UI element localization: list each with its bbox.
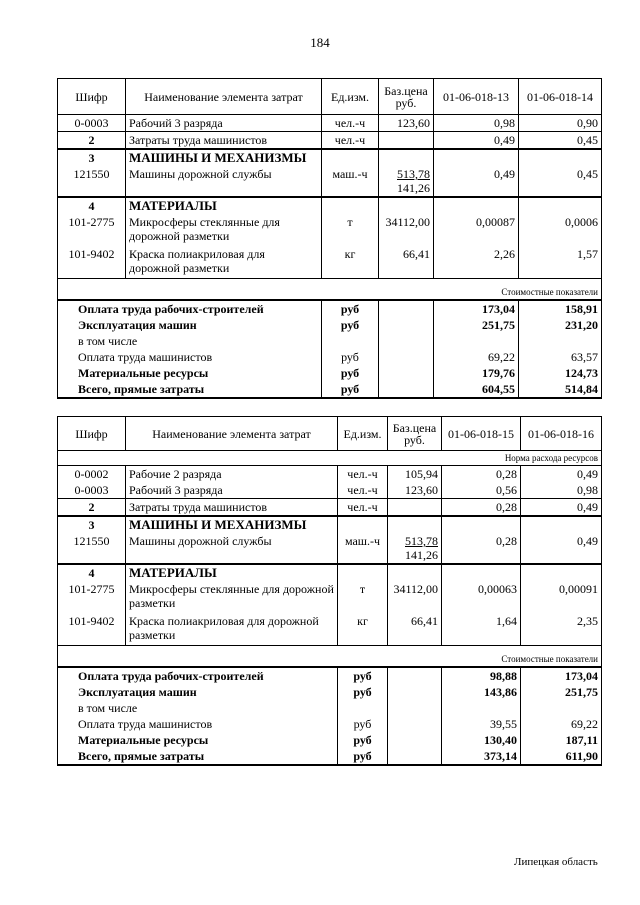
cost-value-1: 69,22 — [434, 349, 519, 365]
row-value-2: 0,0006 — [519, 214, 602, 246]
row-value-1: 0,49 — [434, 132, 519, 150]
row-price: 34112,00 — [388, 581, 442, 613]
row-name: Краска полиакриловая для дорожной разметки — [126, 613, 338, 645]
row-unit: чел.-ч — [322, 115, 379, 132]
cost-label: Материальные ресурсы — [58, 732, 338, 748]
header-name: Наименование элемента затрат — [126, 79, 322, 115]
row-unit: кг — [322, 246, 379, 278]
table-row — [58, 581, 602, 613]
cost-value-1: 39,55 — [442, 716, 521, 732]
cost-value-2: 514,84 — [519, 381, 602, 398]
row-unit: т — [322, 214, 379, 246]
header-col2: 01-06-018-14 — [519, 79, 602, 115]
row-code: 101-9402 — [58, 613, 126, 645]
row-code: 101-2775 — [58, 214, 126, 246]
row-value-2: 0,45 — [519, 132, 602, 150]
header-unit: Ед.изм. — [322, 79, 379, 115]
cost-row-materials — [58, 365, 602, 381]
table-row — [58, 499, 602, 517]
row-price: 123,60 — [388, 482, 442, 499]
cost-indicators-label: Стоимостные показатели — [58, 652, 602, 667]
row-name: Затраты труда машинистов — [126, 132, 322, 150]
table-row — [58, 533, 602, 564]
cost-label: Эксплуатация машин — [58, 317, 322, 333]
cost-row-operator-wages — [58, 349, 602, 365]
cost-value-2: 251,75 — [521, 684, 602, 700]
cost-label: Всего, прямые затраты — [58, 381, 322, 398]
row-unit: чел.-ч — [322, 132, 379, 150]
row-price: 123,60 — [379, 115, 434, 132]
table-row — [58, 214, 602, 246]
row-name: Машины дорожной службы — [126, 166, 322, 197]
table-header-row — [58, 417, 602, 451]
row-name: Микросферы стеклянные для дорожной разметки — [126, 581, 338, 613]
table-row — [58, 466, 602, 483]
row-value-1: 0,49 — [434, 166, 519, 197]
row-price: 34112,00 — [379, 214, 434, 246]
row-code: 0-0002 — [58, 466, 126, 483]
cost-value-1: 251,75 — [434, 317, 519, 333]
header-col2: 01-06-018-16 — [521, 417, 602, 451]
row-value-1: 0,98 — [434, 115, 519, 132]
cost-row-total — [58, 748, 602, 765]
row-unit: т — [338, 581, 388, 613]
cost-label: Оплата труда машинистов — [58, 716, 338, 732]
header-unit: Ед.изм. — [338, 417, 388, 451]
table-row — [58, 115, 602, 132]
cost-value-2: 173,04 — [521, 667, 602, 684]
cost-row-total — [58, 381, 602, 398]
row-name: Машины дорожной службы — [126, 533, 338, 564]
row-price — [388, 499, 442, 517]
row-value-2: 1,57 — [519, 246, 602, 278]
cost-value-2: 231,20 — [519, 317, 602, 333]
row-unit: чел.-ч — [338, 482, 388, 499]
table-row — [58, 482, 602, 499]
row-name: Рабочие 2 разряда — [126, 466, 338, 483]
row-unit: чел.-ч — [338, 466, 388, 483]
section-row-machines — [58, 149, 602, 166]
cost-label: Оплата труда машинистов — [58, 349, 322, 365]
row-value-1: 0,28 — [442, 499, 521, 517]
section-title: МАШИНЫ И МЕХАНИЗМЫ — [126, 516, 338, 533]
section-title: МАТЕРИАЛЫ — [126, 564, 338, 581]
row-value-1: 0,28 — [442, 466, 521, 483]
norm-label-row — [58, 451, 602, 466]
cost-unit: руб — [322, 365, 379, 381]
row-value-2: 0,00091 — [521, 581, 602, 613]
cost-value-2: 611,90 — [521, 748, 602, 765]
header-col1: 01-06-018-13 — [434, 79, 519, 115]
cost-label: Оплата труда рабочих-строителей — [58, 300, 322, 317]
cost-label: в том числе — [58, 700, 338, 716]
section-row-materials — [58, 197, 602, 214]
row-value-1: 0,00063 — [442, 581, 521, 613]
row-name: Затраты труда машинистов — [126, 499, 338, 517]
section-title: МАТЕРИАЛЫ — [126, 197, 322, 214]
header-code: Шифр — [58, 417, 126, 451]
cost-unit: руб — [338, 716, 388, 732]
header-col1: 01-06-018-15 — [442, 417, 521, 451]
header-name: Наименование элемента затрат — [126, 417, 338, 451]
row-name: Микросферы стеклянные для дорожной разметки — [126, 214, 322, 246]
cost-value-2: 124,73 — [519, 365, 602, 381]
row-value-1: 1,64 — [442, 613, 521, 645]
divider-row — [58, 285, 602, 300]
row-value-2: 0,90 — [519, 115, 602, 132]
cost-label: Эксплуатация машин — [58, 684, 338, 700]
section-number: 3 — [58, 516, 126, 533]
cost-value-2: 187,11 — [521, 732, 602, 748]
section-row-machines — [58, 516, 602, 533]
table-row — [58, 246, 602, 278]
row-value-2: 0,49 — [521, 499, 602, 517]
price-secondary: 141,26 — [397, 181, 430, 195]
row-price — [379, 166, 434, 197]
row-code: 2 — [58, 132, 126, 150]
cost-value-1: 173,04 — [434, 300, 519, 317]
cost-unit: руб — [338, 732, 388, 748]
rate-table-1 — [57, 78, 602, 399]
cost-label: Всего, прямые затраты — [58, 748, 338, 765]
row-code: 121550 — [58, 166, 126, 197]
header-price: Баз.цена руб. — [388, 417, 442, 451]
cost-row-including — [58, 700, 602, 716]
table-row — [58, 613, 602, 645]
section-row-materials — [58, 564, 602, 581]
cost-value-2: 158,91 — [519, 300, 602, 317]
price-main: 513,78 — [405, 534, 438, 548]
section-title: МАШИНЫ И МЕХАНИЗМЫ — [126, 149, 322, 166]
row-name: Рабочий 3 разряда — [126, 482, 338, 499]
row-value-2: 2,35 — [521, 613, 602, 645]
cost-value-1: 143,86 — [442, 684, 521, 700]
row-value-1: 2,26 — [434, 246, 519, 278]
cost-value-2: 69,22 — [521, 716, 602, 732]
row-unit: чел.-ч — [338, 499, 388, 517]
cost-row-including — [58, 333, 602, 349]
cost-row-materials — [58, 732, 602, 748]
row-code: 121550 — [58, 533, 126, 564]
cost-row-wages — [58, 667, 602, 684]
row-unit: маш.-ч — [322, 166, 379, 197]
cost-value-2: 63,57 — [519, 349, 602, 365]
norm-label: Норма расхода ресурсов — [58, 451, 602, 466]
cost-indicators-label: Стоимостные показатели — [58, 285, 602, 300]
cost-value-1: 373,14 — [442, 748, 521, 765]
header-price: Баз.цена руб. — [379, 79, 434, 115]
cost-value-1: 179,76 — [434, 365, 519, 381]
row-name: Краска полиакриловая для дорожной разметки — [126, 246, 322, 278]
row-name: Рабочий 3 разряда — [126, 115, 322, 132]
cost-unit: руб — [322, 300, 379, 317]
row-value-1: 0,28 — [442, 533, 521, 564]
cost-row-operator-wages — [58, 716, 602, 732]
cost-unit: руб — [338, 684, 388, 700]
row-value-2: 0,49 — [521, 533, 602, 564]
price-main: 513,78 — [397, 167, 430, 181]
row-code: 0-0003 — [58, 482, 126, 499]
row-price — [379, 132, 434, 150]
row-value-2: 0,49 — [521, 466, 602, 483]
row-value-1: 0,00087 — [434, 214, 519, 246]
divider-row — [58, 652, 602, 667]
section-number: 4 — [58, 197, 126, 214]
section-number: 3 — [58, 149, 126, 166]
cost-value-1: 130,40 — [442, 732, 521, 748]
table-row — [58, 166, 602, 197]
row-price: 105,94 — [388, 466, 442, 483]
cost-label: Оплата труда рабочих-строителей — [58, 667, 338, 684]
row-value-1: 0,56 — [442, 482, 521, 499]
row-price: 66,41 — [388, 613, 442, 645]
row-code: 2 — [58, 499, 126, 517]
cost-value-1: 604,55 — [434, 381, 519, 398]
row-price — [388, 533, 442, 564]
cost-unit: руб — [322, 349, 379, 365]
row-code: 101-2775 — [58, 581, 126, 613]
table-row — [58, 132, 602, 150]
row-value-2: 0,98 — [521, 482, 602, 499]
cost-row-wages — [58, 300, 602, 317]
table-header-row — [58, 79, 602, 115]
row-price: 66,41 — [379, 246, 434, 278]
row-unit: кг — [338, 613, 388, 645]
row-value-2: 0,45 — [519, 166, 602, 197]
cost-unit: руб — [338, 667, 388, 684]
cost-value-1: 98,88 — [442, 667, 521, 684]
section-number: 4 — [58, 564, 126, 581]
header-code: Шифр — [58, 79, 126, 115]
row-code: 101-9402 — [58, 246, 126, 278]
cost-row-machine-operation — [58, 317, 602, 333]
page-number: 184 — [310, 35, 330, 50]
cost-unit: руб — [322, 381, 379, 398]
cost-unit: руб — [322, 317, 379, 333]
row-unit: маш.-ч — [338, 533, 388, 564]
price-secondary: 141,26 — [405, 548, 438, 562]
cost-unit: руб — [338, 748, 388, 765]
cost-label: Материальные ресурсы — [58, 365, 322, 381]
footer-region: Липецкая область — [514, 856, 598, 868]
rate-table-2 — [57, 416, 602, 766]
cost-label: в том числе — [58, 333, 322, 349]
cost-row-machine-operation — [58, 684, 602, 700]
row-code: 0-0003 — [58, 115, 126, 132]
